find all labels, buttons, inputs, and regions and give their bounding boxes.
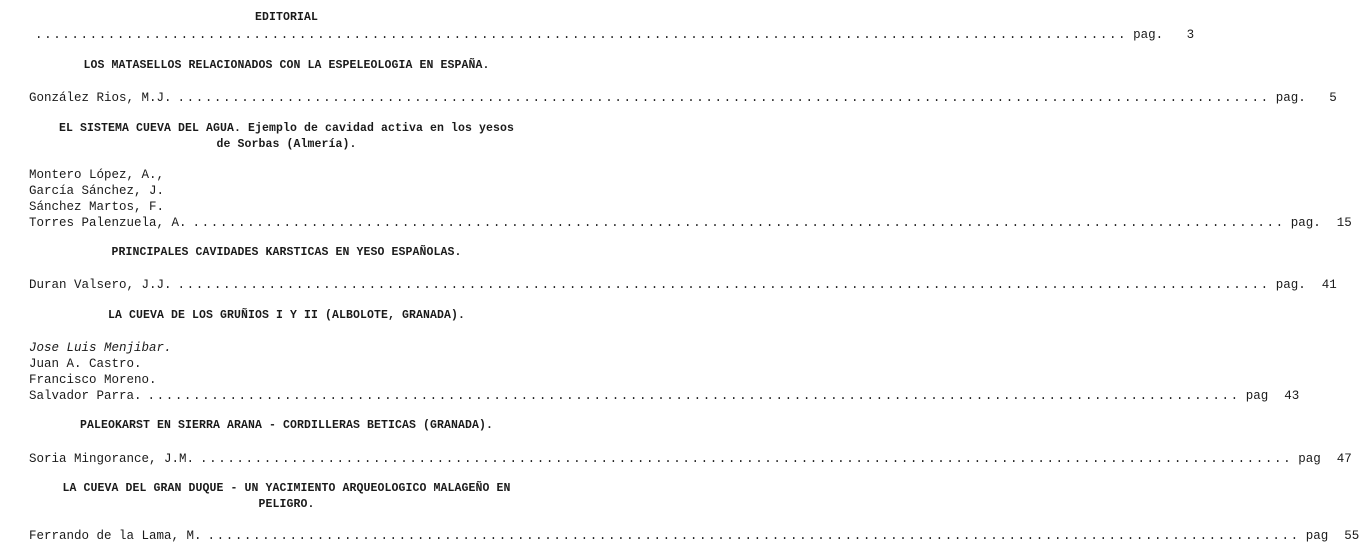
section-title: LA CUEVA DE LOS GRUÑIOS I Y II (ALBOLOTE, GRANADA).: [107, 309, 466, 322]
page-number: 55: [1344, 529, 1359, 543]
page-label: pag: [1305, 529, 1329, 543]
toc-entry: [29, 451, 1352, 467]
page-number: 3: [1186, 28, 1195, 42]
entry-author: Duran Valsero, J.J.: [29, 278, 172, 292]
author-line: Jose Luis Menjibar.: [29, 341, 172, 355]
leader-dots: ........................................................................................................................: [177, 91, 1270, 105]
page-number: 15: [1336, 216, 1352, 230]
toc-entry: [29, 277, 1337, 293]
page-number: 47: [1336, 452, 1352, 466]
section-title: EL SISTEMA CUEVA DEL AGUA. Ejemplo de cavidad activa en los yesos: [58, 122, 515, 135]
page-label: pag: [1298, 452, 1321, 466]
entry-page: [1285, 215, 1352, 231]
entry-author: Soria Mingorance, J.M.: [29, 452, 195, 466]
page-number: 41: [1321, 278, 1337, 292]
page-label: pag.: [1290, 216, 1321, 230]
entry-page: [1270, 277, 1337, 293]
page-label: pag.: [1275, 91, 1306, 105]
entry-page: [1127, 27, 1194, 43]
section-title-continued: de Sorbas (Almería).: [216, 138, 357, 151]
author-line: Montero López, A.,: [29, 168, 165, 182]
leader-dots: ........................................................................................................................: [207, 529, 1300, 543]
toc-entry: [29, 27, 1195, 43]
entry-author: Salvador Parra.: [29, 389, 142, 403]
toc-entry: [29, 90, 1337, 106]
page-number: 43: [1284, 389, 1300, 403]
section-title: LA CUEVA DEL GRAN DUQUE - UN YACIMIENTO ARQUEOLOGICO MALAGEÑO EN: [62, 482, 511, 495]
leader-dots: ........................................................................................................................: [192, 216, 1285, 230]
entry-author: Torres Palenzuela, A.: [29, 216, 187, 230]
page-label: pag.: [1275, 278, 1306, 292]
entry-author: González Rios, M.J.: [29, 91, 172, 105]
section-title: PRINCIPALES CAVIDADES KARSTICAS EN YESO ESPAÑOLAS.: [111, 246, 462, 259]
entry-page: [1270, 90, 1337, 106]
page-label: pag: [1245, 389, 1269, 403]
toc-entry: [29, 528, 1359, 544]
section-title: PALEOKARST EN SIERRA ARANA - CORDILLERAS BETICAS (GRANADA).: [79, 419, 494, 432]
leader-dots: ........................................................................................................................: [177, 278, 1270, 292]
author-line: Francisco Moreno.: [29, 373, 157, 387]
entry-page: [1240, 388, 1300, 404]
author-line: Juan A. Castro.: [29, 357, 142, 371]
author-line: Sánchez Martos, F.: [29, 200, 165, 214]
author-line: García Sánchez, J.: [29, 184, 165, 198]
section-title: EDITORIAL: [254, 11, 318, 24]
page-number: 5: [1329, 91, 1337, 105]
toc-entry: [29, 215, 1352, 231]
section-title: LOS MATASELLOS RELACIONADOS CON LA ESPELEOLOGIA EN ESPAÑA.: [83, 59, 490, 72]
entry-page: [1300, 528, 1359, 544]
section-title-continued: PELIGRO.: [258, 498, 315, 511]
toc-entry: [29, 388, 1300, 404]
leader-dots: ........................................................................................................................: [35, 28, 1128, 42]
leader-dots: ........................................................................................................................: [147, 389, 1240, 403]
entry-page: [1292, 451, 1352, 467]
entry-author: Ferrando de la Lama, M.: [29, 529, 202, 543]
page-label: pag.: [1133, 28, 1164, 42]
leader-dots: ........................................................................................................................: [200, 452, 1293, 466]
